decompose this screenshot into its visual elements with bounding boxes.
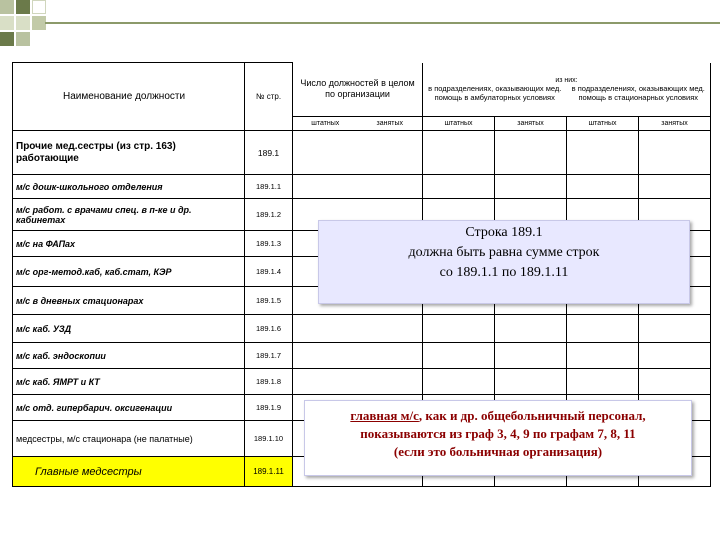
header-of-them: [423, 63, 711, 117]
subheader-staff: штатных: [423, 117, 495, 131]
decor-square: [16, 32, 30, 46]
note2-line: (если это больничная организация): [393, 444, 603, 459]
cell: [567, 175, 639, 199]
sum-rule-note: [318, 220, 690, 304]
table-row: [13, 343, 711, 369]
row-name: м/с в дневных стационарах: [13, 287, 245, 315]
row-name: медсестры, м/с стационара (не палатные): [13, 421, 245, 457]
cell: [423, 343, 495, 369]
decor-square: [0, 16, 14, 30]
note1-line: Строка 189.1: [465, 225, 543, 240]
cell: [567, 131, 639, 175]
header-num: № стр.: [245, 63, 293, 131]
row-num: 189.1: [245, 131, 293, 175]
row-num: 189.1.3: [245, 231, 293, 257]
cell: [293, 369, 423, 395]
cell: [293, 175, 423, 199]
row-name: м/с каб. ЯМРТ и КТ: [13, 369, 245, 395]
cell: [495, 343, 567, 369]
row-num: 189.1.6: [245, 315, 293, 343]
note2-line: показываются из граф 3, 4, 9 по графам 7, 8, 11: [360, 426, 636, 441]
cell: [567, 315, 639, 343]
row-num: 189.1.8: [245, 369, 293, 395]
row-num: 189.1.2: [245, 199, 293, 231]
subheader-occupied: занятых: [495, 117, 567, 131]
cell: [423, 131, 495, 175]
cell: [293, 131, 423, 175]
note2-term: главная м/с: [350, 408, 419, 423]
cell: [639, 315, 711, 343]
row-name: м/с каб. УЗД: [13, 315, 245, 343]
header-stationary: в подразделениях, оказывающих мед. помощь в стационарных условиях: [571, 83, 705, 102]
title-rule: [45, 22, 720, 24]
note1-line: должна быть равна сумме строк: [408, 245, 600, 260]
subheader-occupied: занятых: [639, 117, 711, 131]
table-row: [13, 315, 711, 343]
cell: [423, 369, 495, 395]
row-name: Главные медсестры: [13, 457, 245, 487]
header-ambulatory: в подразделениях, оказывающих мед. помощь в амбулаторных условиях: [428, 83, 562, 102]
header-name: Наименование должности: [13, 63, 245, 131]
row-num: 189.1.5: [245, 287, 293, 315]
row-num: 189.1.7: [245, 343, 293, 369]
row-name: м/с на ФАПах: [13, 231, 245, 257]
row-num: 189.1.4: [245, 257, 293, 287]
cell: [639, 175, 711, 199]
cell: [495, 131, 567, 175]
row-num: 189.1.1: [245, 175, 293, 199]
row-name: м/с отд. гипербарич. оксигенации: [13, 395, 245, 421]
row-name: Прочие мед.сестры (из стр. 163) работающие: [13, 131, 245, 175]
header-row: [13, 63, 711, 117]
cell: [639, 343, 711, 369]
row-name: м/с работ. с врачами спец. в п-ке и др. кабинетах: [13, 199, 245, 231]
decor-square: [32, 16, 46, 30]
cell: [495, 175, 567, 199]
row-num: 189.1.9: [245, 395, 293, 421]
decor-square: [16, 0, 30, 14]
subheader-occupied: занятых: [376, 120, 403, 127]
row-name: м/с дошк-школьного отделения: [13, 175, 245, 199]
cell: [567, 369, 639, 395]
head-nurse-note: [304, 400, 692, 476]
note2-text: , как и др. общебольничный персонал,: [418, 408, 646, 423]
table-row: [13, 131, 711, 175]
cell: [423, 315, 495, 343]
cell: [423, 175, 495, 199]
decor-square: [0, 0, 14, 14]
table-row: [13, 369, 711, 395]
subheader-total: [293, 117, 423, 131]
decor-square: [16, 16, 30, 30]
row-num: 189.1.11: [245, 457, 293, 487]
subheader-staff: штатных: [567, 117, 639, 131]
decor-square: [0, 32, 14, 46]
note1-line: со 189.1.1 по 189.1.11: [439, 265, 569, 280]
cell: [639, 369, 711, 395]
cell: [293, 315, 423, 343]
header-of-them-label: из них:: [555, 76, 578, 84]
cell: [293, 343, 423, 369]
row-num: 189.1.10: [245, 421, 293, 457]
cell: [495, 315, 567, 343]
row-name: м/с каб. эндоскопии: [13, 343, 245, 369]
table-row: [13, 175, 711, 199]
cell: [495, 369, 567, 395]
row-name: м/с орг-метод.каб, каб.стат, КЭР: [13, 257, 245, 287]
header-total: Число должностей в целом по организации: [293, 63, 423, 117]
subheader-staff: штатных: [311, 120, 340, 127]
note2-line: [305, 407, 691, 425]
cell: [639, 131, 711, 175]
cell: [567, 343, 639, 369]
decor-square: [32, 0, 46, 14]
